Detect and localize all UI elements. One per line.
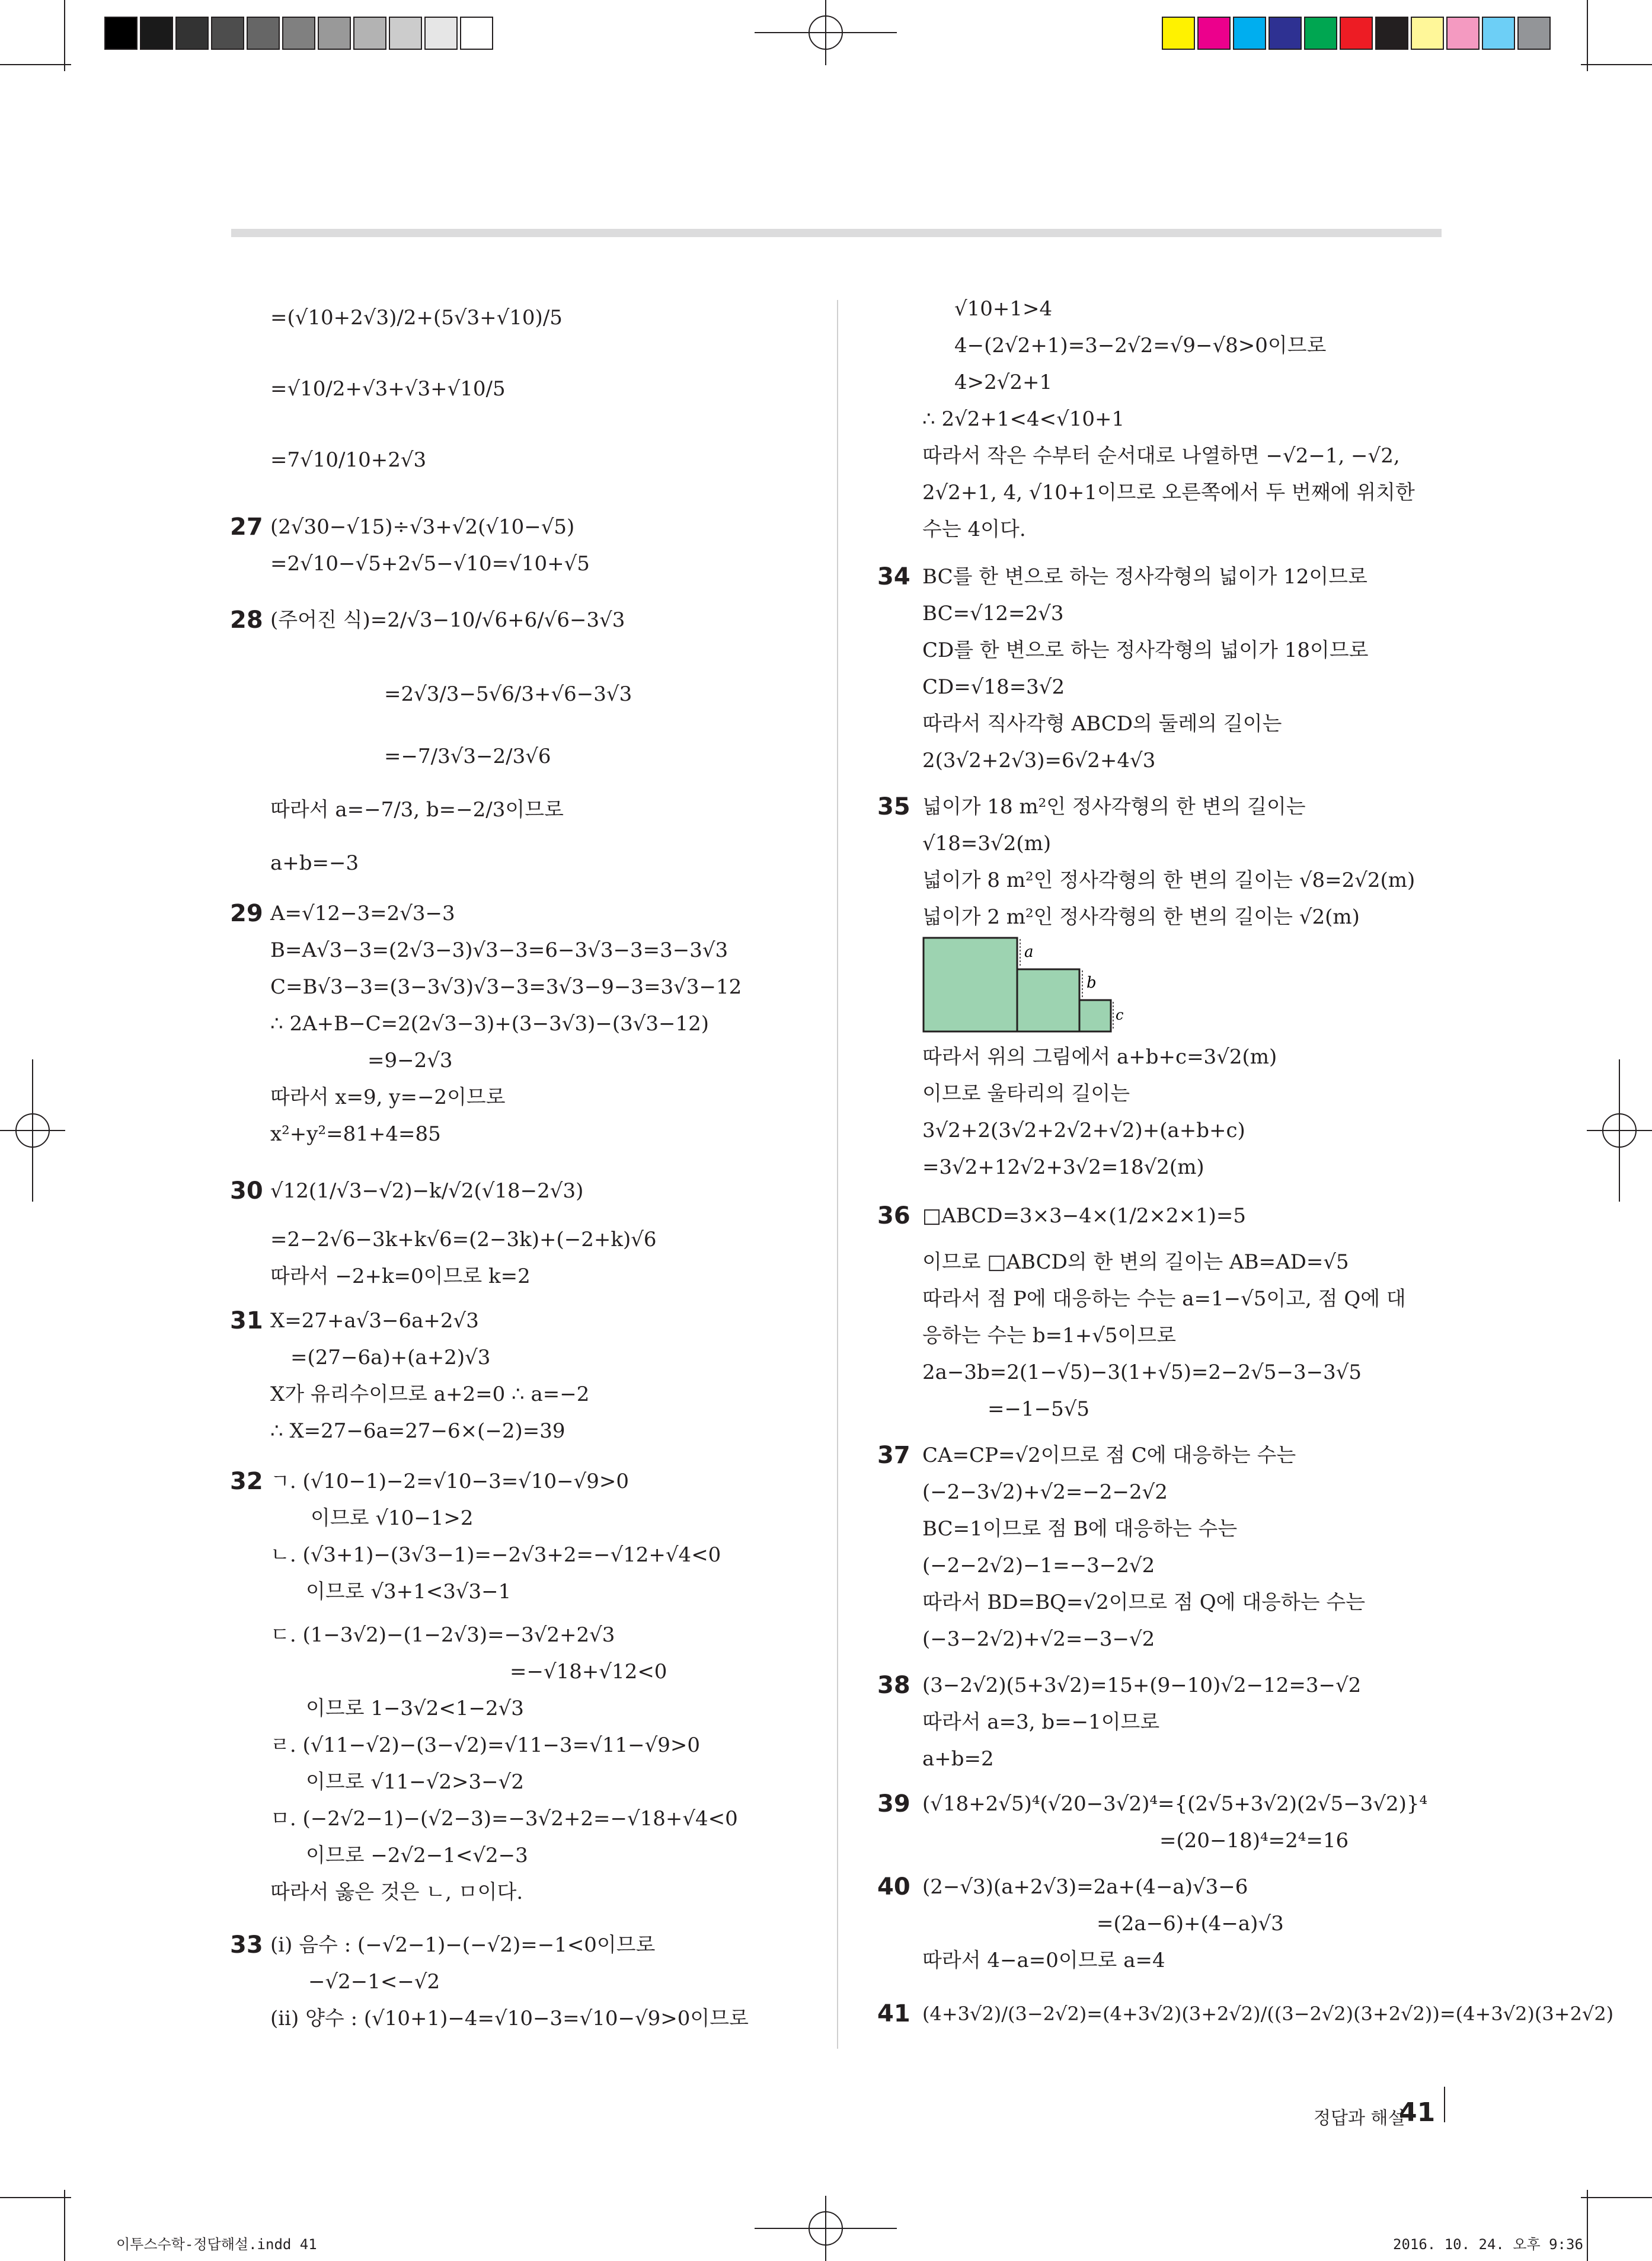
line: ㄷ. (1−3√2)−(1−2√3)=−3√2+2√3 <box>270 1623 615 1647</box>
squares-figure <box>922 937 1124 1037</box>
problem-number: 40 <box>877 1873 910 1901</box>
line: ㄹ. (√11−√2)−(3−√2)=√11−3=√11−√9>0 <box>270 1733 700 1757</box>
color-swatch <box>1340 17 1373 50</box>
line: ㄴ. (√3+1)−(3√3−1)=−2√3+2=−√12+√4<0 <box>270 1543 721 1567</box>
line: (2√30−√15)÷√3+√2(√10−√5) <box>270 515 575 539</box>
footer-label: 정답과 해설 <box>1314 2108 1405 2129</box>
line: ㄱ. (√10−1)−2=√10−3=√10−√9>0 <box>270 1470 630 1493</box>
problem-number: 37 <box>877 1442 910 1469</box>
problem-number: 35 <box>877 793 910 820</box>
line: 넓이가 2 m²인 정사각형의 한 변의 길이는 √2(m) <box>922 905 1360 929</box>
crop-mark <box>1587 2190 1588 2261</box>
line: ∴ X=27−6a=27−6×(−2)=39 <box>270 1419 565 1443</box>
line: =(20−18)⁴=2⁴=16 <box>1159 1829 1349 1853</box>
line: √10+1>4 <box>954 297 1053 321</box>
problem-number: 34 <box>877 563 910 590</box>
line: 따라서 a=3, b=−1이므로 <box>922 1710 1160 1734</box>
line: 이므로 1−3√2<1−2√3 <box>306 1697 524 1720</box>
line: 4−(2√2+1)=3−2√2=√9−√8>0이므로 <box>954 334 1327 357</box>
registration-mark-bottom <box>755 2196 897 2261</box>
slug-date: 2016. 10. 24. 오후 9:36 <box>1393 2236 1583 2253</box>
line: (−3−2√2)+√2=−3−√2 <box>922 1627 1155 1651</box>
page-edge-mark <box>1444 2087 1445 2122</box>
line: 따라서 위의 그림에서 a+b+c=3√2(m) <box>922 1045 1277 1069</box>
line: (4+3√2)/(3−2√2)=(4+3√2)(3+2√2)/((3−2√2)(3+2√2))=(4+3√2)(3+2√2) <box>922 2003 1614 2025</box>
line: A=√12−3=2√3−3 <box>270 902 455 925</box>
crop-mark <box>1581 2197 1652 2198</box>
slug-file: 이투스수학-정답해설.indd 41 <box>116 2236 317 2253</box>
line: 2a−3b=2(1−√5)−3(1+√5)=2−2√5−3−3√5 <box>922 1361 1362 1384</box>
color-swatch <box>1233 17 1266 50</box>
label-c: c <box>1116 1007 1124 1023</box>
line: 따라서 x=9, y=−2이므로 <box>270 1085 506 1109</box>
line: ∴ 2A+B−C=2(2√3−3)+(3−3√3)−(3√3−12) <box>270 1012 710 1036</box>
line: √12(1/√3−√2)−k/√2(√18−2√3) <box>270 1179 584 1203</box>
line: 3√2+2(3√2+2√2+√2)+(a+b+c) <box>922 1119 1245 1142</box>
registration-mark-left <box>0 1059 65 1202</box>
line: =(2a−6)+(4−a)√3 <box>1097 1912 1284 1936</box>
crop-mark <box>1587 0 1588 71</box>
registration-mark-top <box>755 0 897 65</box>
color-swatch <box>353 17 386 50</box>
crop-mark <box>1581 64 1652 65</box>
line: ∴ 2√2+1<4<√10+1 <box>922 407 1125 431</box>
line: (ii) 양수 : (√10+1)−4=√10−3=√10−√9>0이므로 <box>270 2007 749 2030</box>
problem-number: 28 <box>230 606 263 634</box>
column-divider <box>837 300 838 2049</box>
line: 따라서 직사각형 ABCD의 둘레의 길이는 <box>922 712 1282 736</box>
header-rule <box>231 229 1442 237</box>
line: =√10/2+√3+√3+√10/5 <box>270 377 506 401</box>
line: 넓이가 18 m²인 정사각형의 한 변의 길이는 <box>922 795 1306 819</box>
problem-number: 30 <box>230 1177 263 1205</box>
crop-mark <box>64 2190 65 2261</box>
line: 따라서 점 P에 대응하는 수는 a=1−√5이고, 점 Q에 대 <box>922 1287 1406 1311</box>
line: □ABCD=3×3−4×(1/2×2×1)=5 <box>922 1204 1247 1228</box>
color-swatch <box>1268 17 1302 50</box>
line: (−2−3√2)+√2=−2−2√2 <box>922 1480 1168 1504</box>
line: X가 유리수이므로 a+2=0 ∴ a=−2 <box>270 1382 590 1406</box>
square-small <box>1079 1000 1111 1031</box>
line: 따라서 BD=BQ=√2이므로 점 Q에 대응하는 수는 <box>922 1591 1366 1614</box>
line: =(27−6a)+(a+2)√3 <box>290 1346 491 1369</box>
color-swatch <box>1162 17 1195 50</box>
color-swatch <box>282 17 315 50</box>
line: 2(3√2+2√3)=6√2+4√3 <box>922 749 1156 772</box>
line: (i) 음수 : (−√2−1)−(−√2)=−1<0이므로 <box>270 1933 656 1957</box>
line: C=B√3−3=(3−3√3)√3−3=3√3−9−3=3√3−12 <box>270 975 742 999</box>
line: 따라서 작은 수부터 순서대로 나열하면 −√2−1, −√2, <box>922 444 1400 468</box>
line: 4>2√2+1 <box>954 371 1053 394</box>
problem-number: 33 <box>230 1931 263 1959</box>
registration-mark-right <box>1587 1059 1652 1202</box>
line: =(√10+2√3)/2+(5√3+√10)/5 <box>270 306 563 330</box>
line: =2√3/3−5√6/3+√6−3√3 <box>384 682 632 706</box>
line: =9−2√3 <box>368 1049 453 1072</box>
problem-number: 36 <box>877 1202 910 1230</box>
line: 이므로 −2√2−1<√2−3 <box>306 1844 528 1867</box>
line: CD를 한 변으로 하는 정사각형의 넓이가 18이므로 <box>922 638 1369 662</box>
crop-mark <box>0 2197 71 2198</box>
line: =7√10/10+2√3 <box>270 448 427 472</box>
line: x²+y²=81+4=85 <box>270 1122 441 1146</box>
line: CA=CP=√2이므로 점 C에 대응하는 수는 <box>922 1444 1296 1467</box>
line: √18=3√2(m) <box>922 832 1052 855</box>
line: CD=√18=3√2 <box>922 675 1065 699</box>
color-swatch <box>1375 17 1408 50</box>
line: B=A√3−3=(2√3−3)√3−3=6−3√3−3=3−3√3 <box>270 938 728 962</box>
color-swatch <box>1411 17 1444 50</box>
color-swatch <box>1446 17 1480 50</box>
problem-number: 31 <box>230 1307 263 1334</box>
line: 넓이가 8 m²인 정사각형의 한 변의 길이는 √8=2√2(m) <box>922 868 1415 892</box>
color-swatch <box>1197 17 1231 50</box>
line: 따라서 옳은 것은 ㄴ, ㅁ이다. <box>270 1880 523 1904</box>
color-swatch <box>1517 17 1551 50</box>
line: 이므로 √10−1>2 <box>311 1506 474 1530</box>
line: =−7/3√3−2/3√6 <box>384 745 551 768</box>
color-swatch <box>1482 17 1515 50</box>
problem-number: 38 <box>877 1672 910 1699</box>
color-swatch <box>104 17 138 50</box>
line: (주어진 식)=2/√3−10/√6+6/√6−3√3 <box>270 608 625 632</box>
square-large <box>924 938 1017 1031</box>
problem-number: 29 <box>230 900 263 927</box>
line: 따라서 a=−7/3, b=−2/3이므로 <box>270 798 564 822</box>
line: 따라서 4−a=0이므로 a=4 <box>922 1949 1165 1972</box>
line: BC를 한 변으로 하는 정사각형의 넓이가 12이므로 <box>922 565 1367 589</box>
line: 이므로 울타리의 길이는 <box>922 1082 1130 1106</box>
line: a+b=2 <box>922 1747 994 1771</box>
line: =2√10−√5+2√5−√10=√10+√5 <box>270 552 590 576</box>
crop-mark <box>0 64 71 65</box>
color-swatch <box>140 17 173 50</box>
line: (3−2√2)(5+3√2)=15+(9−10)√2−12=3−√2 <box>922 1674 1362 1697</box>
line: 수는 4이다. <box>922 518 1026 541</box>
color-swatch <box>424 17 458 50</box>
label-a: a <box>1024 943 1034 961</box>
label-b: b <box>1087 974 1097 992</box>
problem-number: 41 <box>877 2000 910 2027</box>
line: (√18+2√5)⁴(√20−3√2)⁴={(2√5+3√2)(2√5−3√2)}⁴ <box>922 1792 1428 1816</box>
line: 따라서 −2+k=0이므로 k=2 <box>270 1264 531 1288</box>
line: 2√2+1, 4, √10+1이므로 오른쪽에서 두 번째에 위치한 <box>922 481 1415 504</box>
line: ㅁ. (−2√2−1)−(√2−3)=−3√2+2=−√18+√4<0 <box>270 1807 738 1831</box>
line: −√2−1<−√2 <box>308 1970 440 1994</box>
color-swatch <box>247 17 280 50</box>
color-swatch <box>1304 17 1337 50</box>
crop-mark <box>64 0 65 71</box>
line: 응하는 수는 b=1+√5이므로 <box>922 1324 1177 1347</box>
line: 이므로 □ABCD의 한 변의 길이는 AB=AD=√5 <box>922 1250 1349 1274</box>
line: =−1−5√5 <box>988 1397 1090 1421</box>
line: (2−√3)(a+2√3)=2a+(4−a)√3−6 <box>922 1875 1248 1899</box>
page-number: 41 <box>1399 2097 1436 2128</box>
color-swatch <box>175 17 209 50</box>
color-swatch <box>318 17 351 50</box>
square-medium <box>1017 969 1079 1031</box>
color-swatch <box>211 17 244 50</box>
line: a+b=−3 <box>270 851 359 875</box>
problem-number: 32 <box>230 1468 263 1495</box>
problem-number: 39 <box>877 1790 910 1818</box>
line: =3√2+12√2+3√2=18√2(m) <box>922 1155 1204 1179</box>
line: X=27+a√3−6a+2√3 <box>270 1309 479 1333</box>
problem-number: 27 <box>230 513 263 541</box>
line: BC=√12=2√3 <box>922 602 1064 625</box>
color-swatch <box>460 17 493 50</box>
line: =2−2√6−3k+k√6=(2−3k)+(−2+k)√6 <box>270 1228 657 1251</box>
line: 이므로 √3+1<3√3−1 <box>306 1580 512 1604</box>
line: 이므로 √11−√2>3−√2 <box>306 1770 524 1794</box>
line: =−√18+√12<0 <box>510 1660 667 1684</box>
line: (−2−2√2)−1=−3−2√2 <box>922 1554 1155 1577</box>
line: BC=1이므로 점 B에 대응하는 수는 <box>922 1517 1238 1541</box>
color-swatch <box>389 17 422 50</box>
